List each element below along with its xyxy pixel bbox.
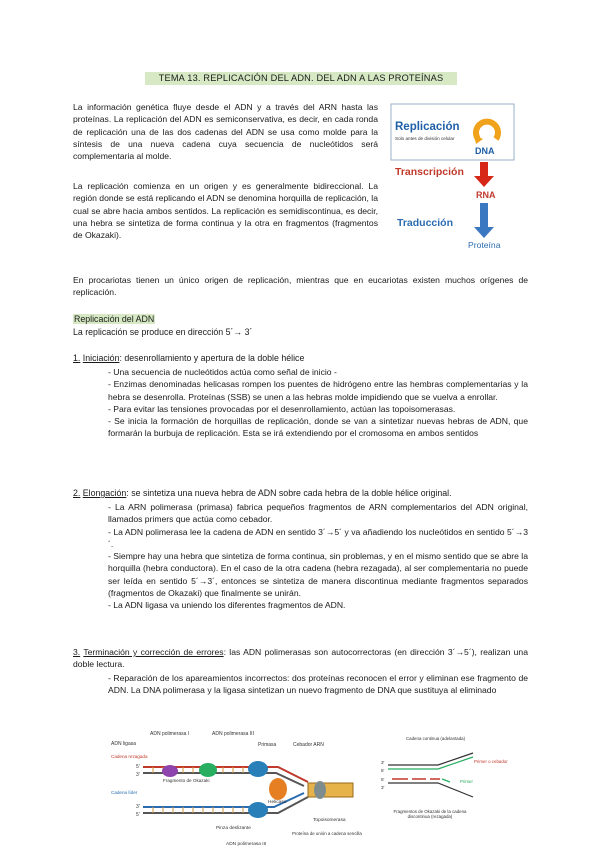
adn-pol-iii-top-label: ADN polimerasa III bbox=[212, 731, 254, 737]
adn-pol-i-label: ADN polimerasa I bbox=[150, 731, 190, 737]
helicase-shape bbox=[269, 778, 287, 800]
step1-item: - Para evitar las tensiones provocadas por el desenrollamiento, actúan las topoisomerasas. bbox=[108, 403, 456, 414]
pol-iii-top-shape bbox=[248, 761, 268, 777]
topoisomerasa-label: Topoisomerasa bbox=[313, 818, 346, 823]
rna-label: RNA bbox=[476, 190, 496, 200]
step3-item: - Reparación de los apareamientos incorrectos: dos proteínas reconocen el error y eliminan ese fragmento de ADN. La DNA polimerasa y la ligasa sintetizan un nuevo fragmento de DNA que sustituya al eliminado bbox=[108, 673, 528, 696]
translation-arrow-icon bbox=[474, 203, 494, 238]
proteina-label: Proteína bbox=[468, 240, 501, 250]
ligase-shape bbox=[162, 765, 178, 777]
fork-5a-label: 5' bbox=[136, 764, 140, 770]
cebador-label: Cebador ARN bbox=[293, 742, 324, 748]
step3-number: 3. bbox=[73, 647, 81, 657]
replicacion-label: Replicación bbox=[395, 121, 460, 133]
topoisomerase-shape bbox=[314, 781, 326, 799]
cadena-lider-label: Cadena líder bbox=[111, 790, 138, 795]
okazaki-5b-label: 5' bbox=[381, 777, 385, 782]
intro-paragraph-2: La replicación comienza en un origen y es generalmente bidireccional. La región donde se está replicando el ADN se denomina horquilla de replicación, la cual se abre hacia ambos sentidos. La replicación es semidiscontinua, es decir, una hebra se sintetiza de forma continua y la otra en fragmentos (fragmentos de Okazaki). bbox=[73, 181, 378, 241]
step2-heading bbox=[73, 487, 452, 499]
step2-list bbox=[108, 501, 528, 612]
transcription-arrow-icon bbox=[474, 162, 494, 187]
step2-name: Elongación bbox=[82, 488, 127, 498]
fork-3a-label: 3' bbox=[136, 772, 140, 778]
step1-number: 1. bbox=[73, 353, 81, 363]
intro-paragraph-3: En procariotas tienen un único origen de replicación, mientras que en eucariotas existen muchos orígenes de replicación. bbox=[73, 275, 528, 298]
step3-name: Terminación y corrección de errores bbox=[83, 647, 224, 657]
helicasa-label: Helicasa bbox=[268, 800, 287, 805]
step2-item: - Siempre hay una hebra que sintetiza de forma continua, sin problemas, y en el mismo sentido que se abre la horquilla (hebra conductora). En el caso de la otra cadena (hebra rezagada), al ser complementaria no puede ser leída en sentido 5´→3´, entonces se sintetiza de manera discontinua mediante fragmentos separados (fragmentos de Okazaki) que finalmente se unirán. bbox=[108, 551, 528, 599]
page-title: TEMA 13. REPLICACIÓN DEL ADN. DEL ADN A LAS PROTEÍNAS bbox=[145, 72, 457, 85]
step2-item: - La ARN polimerasa (primasa) fabrica pequeños fragmentos de ARN complementarios del ADN original, llamados primers que actúa como cebador. bbox=[108, 502, 528, 525]
replication-heading-text: Replicación del ADN bbox=[74, 314, 155, 324]
fork-3b-label: 3' bbox=[136, 804, 140, 810]
cadena-rezagada-label: Cadena rezagada bbox=[111, 754, 148, 759]
upper-template bbox=[388, 753, 473, 765]
step2-item: - La ADN polimerasa lee la cadena de ADN en sentido 3´→5´ y va añadiendo los nucleótidos en sentido 5´→3´. bbox=[108, 526, 528, 549]
intro-paragraph-1: La información genética fluye desde el ADN y a través del ARN hasta las proteínas. La replicación del ADN es semiconservativa, es decir, en cada ronda de replicación una de las dos cadenas del ADN se usa como molde para la síntesis de una nueva cadena cuya secuencia de nucleótidos será complementaria al molde. bbox=[73, 102, 378, 162]
pinza-label: Pinza deslizante bbox=[216, 826, 251, 831]
central-dogma-figure bbox=[390, 103, 515, 255]
step1-item: - Se inicia la formación de horquillas de replicación, donde se van a sintetizar nuevas hebras de ADN, que formarán la burbuja de replicación. Esta se irá extendiendo por el cromosoma en ambos sentidos bbox=[108, 416, 528, 439]
step3-desc: : las ADN polimerasas son autocorrectoras (en dirección 3´→5´), realizan una doble lectura. bbox=[73, 647, 528, 670]
proteina-union-label: Proteína de unión a cadena sencilla bbox=[292, 831, 362, 836]
step1-item: - Enzimas denominadas helicasas rompen los puentes de hidrógeno entre las hembras complementarias y la hebra se desenrolla. Proteínas (SSB) se unen a las hebras molde impidiendo que se vuelva a enrollar. bbox=[108, 379, 528, 402]
fork-5b-label: 5' bbox=[136, 812, 140, 818]
step3-list bbox=[108, 672, 528, 697]
step1-heading bbox=[73, 352, 304, 364]
adn-ligasa-label: ADN ligasa bbox=[111, 741, 137, 747]
okazaki-3b-label: 3' bbox=[381, 785, 385, 790]
okazaki-5a-label: 5' bbox=[381, 768, 385, 773]
step1-desc: : desenrollamiento y apertura de la doble hélice bbox=[119, 353, 305, 363]
replication-direction: La replicación se produce en dirección 5´→ 3´ bbox=[73, 327, 253, 337]
step1-item: - Una secuencia de nucleótidos actúa como señal de inicio - bbox=[108, 367, 337, 377]
step1-list bbox=[108, 366, 528, 440]
transcripcion-label: Transcripción bbox=[395, 166, 464, 178]
pol-i-shape bbox=[199, 763, 217, 777]
step2-item: - La ADN ligasa va uniendo los diferentes fragmentos de ADN. bbox=[108, 600, 346, 611]
adn-pol-iii-bottom-label: ADN polimerasa III bbox=[226, 842, 267, 847]
dna-label: DNA bbox=[475, 146, 495, 156]
primer-mark bbox=[442, 779, 450, 782]
step3-heading bbox=[73, 646, 528, 671]
okazaki-3a-label: 3' bbox=[381, 760, 385, 765]
step2-desc: : se sintetiza una nueva hebra de ADN sobre cada hebra de la doble hélice original. bbox=[126, 488, 452, 498]
traduccion-label: Traducción bbox=[397, 217, 454, 229]
fragmento-okazaki-label: Fragmento de Okazaki bbox=[163, 778, 210, 783]
primer-label: Primer bbox=[460, 779, 473, 784]
cadena-continua-label: Cadena continua (adelantada) bbox=[406, 736, 466, 741]
step1-name: Iniciación bbox=[82, 353, 120, 363]
primasa-label: Primasa bbox=[258, 742, 277, 748]
replication-fork-figure bbox=[108, 727, 363, 848]
lower-template bbox=[388, 783, 473, 797]
primer-cebador-label: Primer o cebador bbox=[474, 759, 508, 764]
pol-iii-bottom-shape bbox=[248, 802, 268, 818]
replication-heading bbox=[73, 313, 155, 325]
okazaki-figure bbox=[378, 733, 508, 833]
upper-new-strand bbox=[388, 757, 473, 769]
step2-number: 2. bbox=[73, 488, 81, 498]
fragmentos-label: Fragmentos de Okazaki de la cadena discontinua (rezagada) bbox=[393, 809, 467, 820]
fragmentos-label-wrap bbox=[390, 809, 470, 829]
replicacion-sub-label: Solo antes de división celular bbox=[395, 136, 455, 141]
